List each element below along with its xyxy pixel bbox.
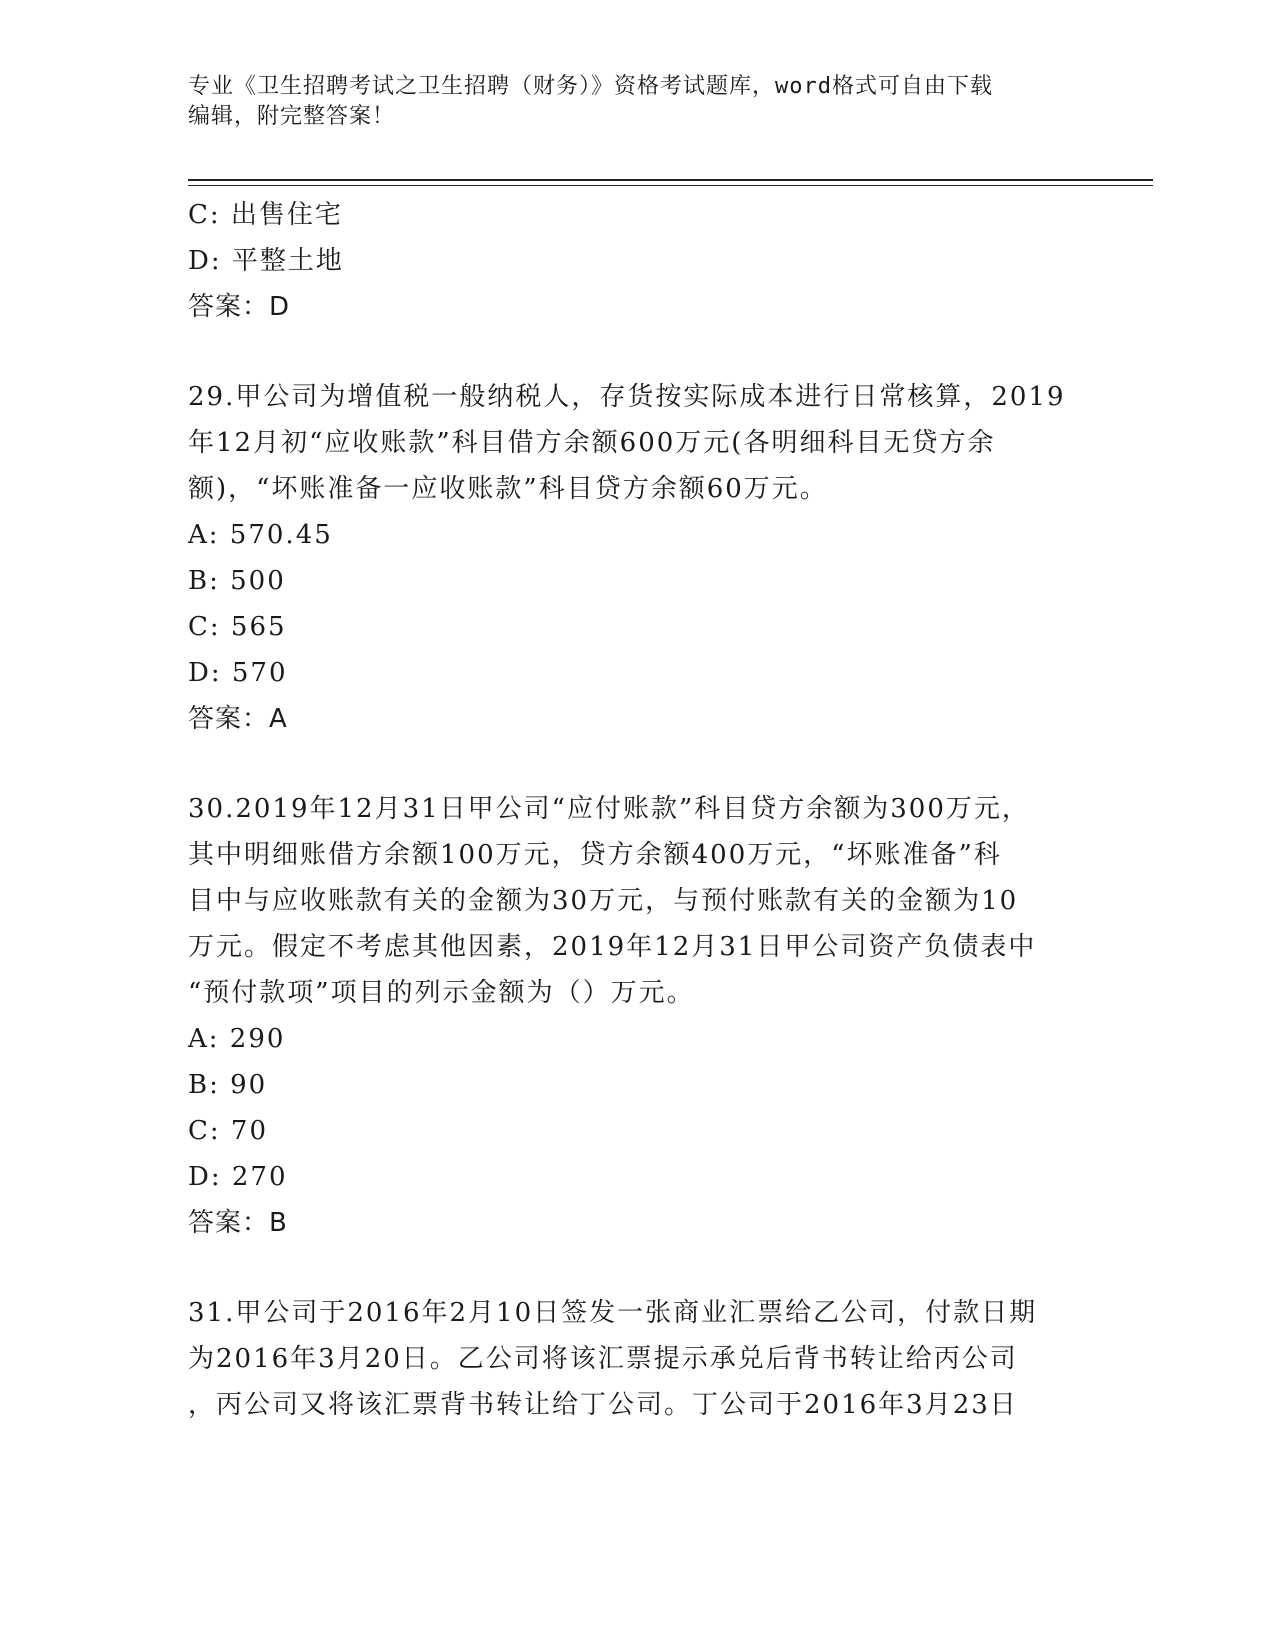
question-text-line: 29.甲公司为增值税一般纳税人，存货按实际成本进行日常核算，2019 — [188, 382, 1066, 412]
question-text-line: 目中与应收账款有关的金额为30万元，与预付账款有关的金额为10 — [188, 886, 1019, 916]
question-31 — [188, 1290, 1068, 1428]
question-text-line: 30.2019年12月31日甲公司“应付账款”科目贷方余额为300万元， — [188, 794, 1030, 824]
option-c: C: 出售住宅 — [188, 200, 343, 230]
option-d: D: 270 — [188, 1162, 288, 1192]
page-header — [188, 72, 1068, 132]
header-line-2: 编辑，附完整答案！ — [188, 104, 396, 129]
prev-question-block — [188, 192, 1068, 330]
option-d: D: 平整土地 — [188, 246, 344, 276]
question-text-line: 31.甲公司于2016年2月10日签发一张商业汇票给乙公司，付款日期 — [188, 1298, 1038, 1328]
question-text-line: 为2016年3月20日。乙公司将该汇票提示承兑后背书转让给丙公司 — [188, 1344, 1018, 1374]
answer-line: 答案：D — [188, 292, 291, 322]
option-a: A: 570.45 — [188, 520, 333, 550]
question-text-line: 其中明细账借方余额100万元，贷方余额400万元，“坏账准备”科 — [188, 840, 1002, 870]
option-c: C: 565 — [188, 612, 287, 642]
question-29 — [188, 374, 1068, 512]
question-text-line: 年12月初“应收账款”科目借方余额600万元(各明细科目无贷方余 — [188, 428, 996, 458]
option-a: A: 290 — [188, 1024, 286, 1054]
header-line-1: 专业《卫生招聘考试之卫生招聘（财务）》资格考试题库，word格式可自由下载 — [188, 74, 993, 99]
answer-line: 答案：B — [188, 1208, 288, 1238]
option-d: D: 570 — [188, 658, 288, 688]
question-text-line: ，丙公司又将该汇票背书转让给丁公司。丁公司于2016年3月23日 — [188, 1390, 1018, 1420]
option-c: C: 70 — [188, 1116, 269, 1146]
question-text-line: 万元。假定不考虑其他因素，2019年12月31日甲公司资产负债表中 — [188, 932, 1037, 962]
option-b: B: 500 — [188, 566, 286, 596]
header-rule-thin — [188, 185, 1153, 186]
question-30 — [188, 786, 1068, 1016]
question-content — [188, 192, 1068, 1428]
question-text-line: “预付款项”项目的列示金额为（）万元。 — [188, 978, 695, 1008]
header-rule-thick — [188, 179, 1153, 181]
answer-line: 答案：A — [188, 704, 288, 734]
question-text-line: 额)，“坏账准备一应收账款”科目贷方余额60万元。 — [188, 474, 828, 504]
option-b: B: 90 — [188, 1070, 268, 1100]
